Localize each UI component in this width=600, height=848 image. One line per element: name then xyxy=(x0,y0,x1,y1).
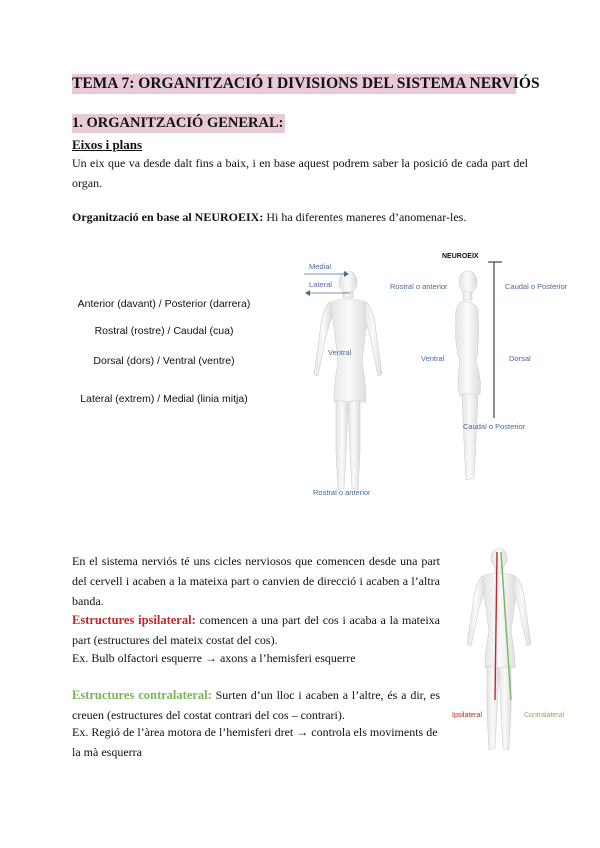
contralateral-example: Ex. Regió de l’àrea motora de l’hemisferi dret → controla els moviments de la mà esquerra xyxy=(72,725,438,759)
neuroeix-label: Organització en base al NEUROEIX: xyxy=(72,210,264,224)
cycles-paragraph: En el sistema nerviós té uns cicles nerviosos que comencen desde una part del cervell i acaben a la mateixa part o canvien de direcció i acaben a l’altra banda. xyxy=(72,554,440,608)
contralateral-paragraph xyxy=(72,685,440,725)
neuroeix-paragraph xyxy=(72,207,528,227)
contralateral-text: Surten d’un lloc i acaben a l’altre, és a dir, es creuen (estructures del costat contrari del cos – contrari). xyxy=(72,688,440,722)
label-caudal-top: Caudal o Posterior xyxy=(505,282,568,291)
lateral-pathways-figure xyxy=(455,540,555,760)
label-ventral-side: Ventral xyxy=(421,354,445,363)
term-rostral-caudal: Rostral (rostre) / Caudal (cua) xyxy=(94,325,234,337)
label-ventral-front: Ventral xyxy=(328,348,352,357)
term-lateral-medial: Lateral (extrem) / Medial (linia mitja) xyxy=(80,393,248,405)
section-heading: 1. ORGANITZACIÓ GENERAL: xyxy=(72,115,284,131)
label-caudal-bottom: Caudal o Posterior xyxy=(463,422,526,431)
label-contralateral-figure: Contralateral xyxy=(524,712,565,719)
label-medial: Medial xyxy=(309,262,332,271)
label-rostral-bottom: Rostral o anterior xyxy=(313,488,371,497)
term-anterior-posterior: Anterior (davant) / Posterior (darrera) xyxy=(77,298,251,310)
ipsilateral-label: Estructures ipsilateral: xyxy=(72,613,196,627)
label-ipsilateral-figure: Ipsilateral xyxy=(452,712,482,719)
page-title: TEMA 7: ORGANITZACIÓ I DIVISIONS DEL SISTEMA NERVIÓS xyxy=(72,75,540,92)
contralateral-label: Estructures contralateral: xyxy=(72,688,212,702)
label-lateral: Lateral xyxy=(309,280,332,289)
label-neuroeix: NEUROEIX xyxy=(442,253,479,260)
label-rostral-side: Rostral o anterior xyxy=(390,282,448,291)
ipsilateral-text: comencen a una part del cos i acaba a la mateixa part (estructures del mateix costat del cos). xyxy=(72,613,440,647)
term-dorsal-ventral: Dorsal (dors) / Ventral (ventre) xyxy=(93,355,235,367)
label-dorsal-side: Dorsal xyxy=(509,354,531,363)
ipsilateral-example: Ex. Bulb olfactori esquerre → axons a l’hemisferi esquerre xyxy=(72,651,356,665)
intro-paragraph: Un eix que va desde dalt fins a baix, i en base aquest podrem saber la posició de cada part del organ. xyxy=(72,156,528,190)
neuroeix-text: Hi ha diferentes maneres d’anomenar-les. xyxy=(263,210,467,224)
subsection-heading: Eixos i plans xyxy=(72,137,143,152)
ipsilateral-paragraph xyxy=(72,610,440,650)
